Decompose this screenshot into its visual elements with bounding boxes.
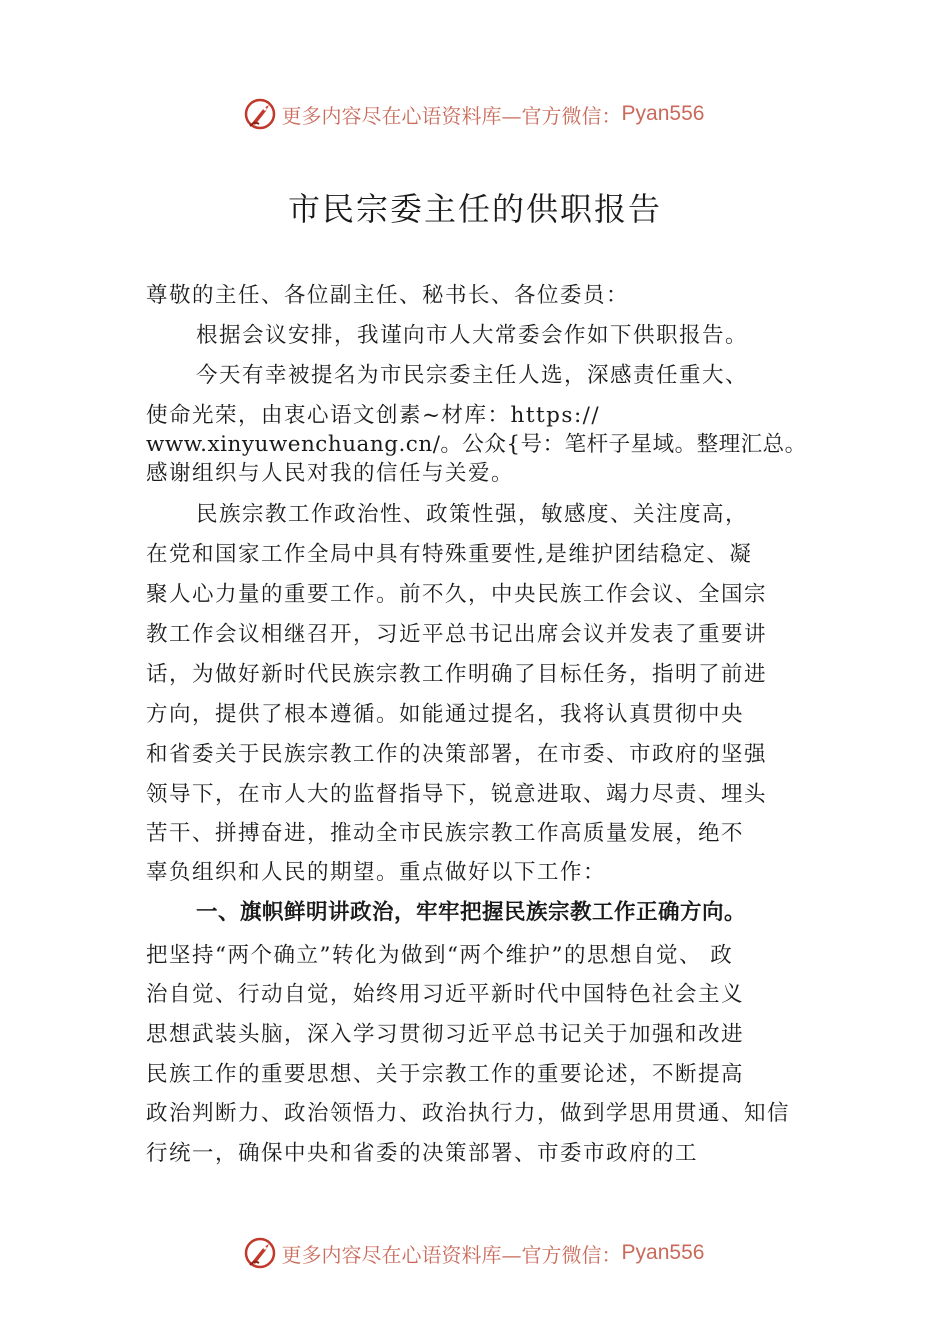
paragraph-line: 根据会议安排，我谨向市人大常委会作如下供职报告。 [196, 323, 749, 348]
paragraph-line: 使命光荣，由衷心语文创素~材库：https:// [146, 403, 601, 428]
paragraph-line: 方向，提供了根本遵循。如能通过提名，我将认真贯彻中央 [146, 702, 745, 727]
paragraph-line: 民族宗教工作政治性、政策性强，敏感度、关注度高， [196, 502, 749, 527]
footer-banner [0, 1231, 950, 1275]
brand-text: 更多内容尽在心语资料库—官方微信： [281, 1242, 622, 1267]
paragraph-line: 感谢组织与人民对我的信任与关爱。 [146, 461, 515, 486]
paragraph-line: 聚人心力量的重要工作。前不久，中央民族工作会议、全国宗 [146, 582, 768, 607]
paragraph-line: 辜负组织和人民的期望。重点做好以下工作： [146, 860, 607, 885]
paragraph-line: 和省委关于民族宗教工作的决策部署，在市委、市政府的坚强 [146, 742, 768, 767]
paragraph-line: 在党和国家工作全局中具有特殊重要性,是维护团结稳定、凝 [146, 542, 753, 567]
section-heading: 一、旗帜鲜明讲政治，牢牢把握民族宗教工作正确方向。 [196, 900, 747, 925]
document-title: 市民宗委主任的供职报告 [287, 190, 662, 228]
paragraph-line: 话，为做好新时代民族宗教工作明确了目标任务，指明了前进 [146, 662, 768, 687]
paragraph-line: 苦干、拼搏奋进，推动全市民族宗教工作高质量发展，绝不 [146, 821, 745, 846]
brand-wechat-id: Pyan556 [621, 1241, 705, 1264]
paragraph-line: 把坚持“两个确立”转化为做到“两个维护”的思想自觉、 政 [146, 943, 734, 968]
paragraph-line: 治自觉、行动自觉，始终用习近平新时代中国特色社会主义 [146, 982, 745, 1007]
brand-wechat-id: Pyan556 [621, 102, 705, 125]
pen-nib-logo-icon [242, 96, 278, 132]
pen-nib-logo-icon [242, 1235, 278, 1271]
paragraph-line: 领导下，在市人大的监督指导下，锐意进取、竭力尽责、埋头 [146, 782, 768, 807]
salutation: 尊敬的主任、各位副主任、秘书长、各位委员： [146, 283, 630, 308]
brand-text: 更多内容尽在心语资料库—官方微信： [281, 103, 622, 128]
paragraph-line: 民族工作的重要思想、关于宗教工作的重要论述，不断提高 [146, 1062, 745, 1087]
paragraph-line: 今天有幸被提名为市民宗委主任人选，深感责任重大、 [196, 363, 749, 388]
paragraph-line: www.xinyuwenchuang.cn/。公众{号：笔杆子星域。整理汇总。 [146, 432, 807, 457]
paragraph-line: 教工作会议相继召开，习近平总书记出席会议并发表了重要讲 [146, 622, 768, 647]
paragraph-line: 政治判断力、政治领悟力、政治执行力，做到学思用贯通、知信 [146, 1101, 791, 1126]
header-banner [0, 92, 950, 136]
paragraph-line: 思想武装头脑，深入学习贯彻习近平总书记关于加强和改进 [146, 1022, 745, 1047]
paragraph-line: 行统一，确保中央和省委的决策部署、市委市政府的工 [146, 1141, 699, 1166]
